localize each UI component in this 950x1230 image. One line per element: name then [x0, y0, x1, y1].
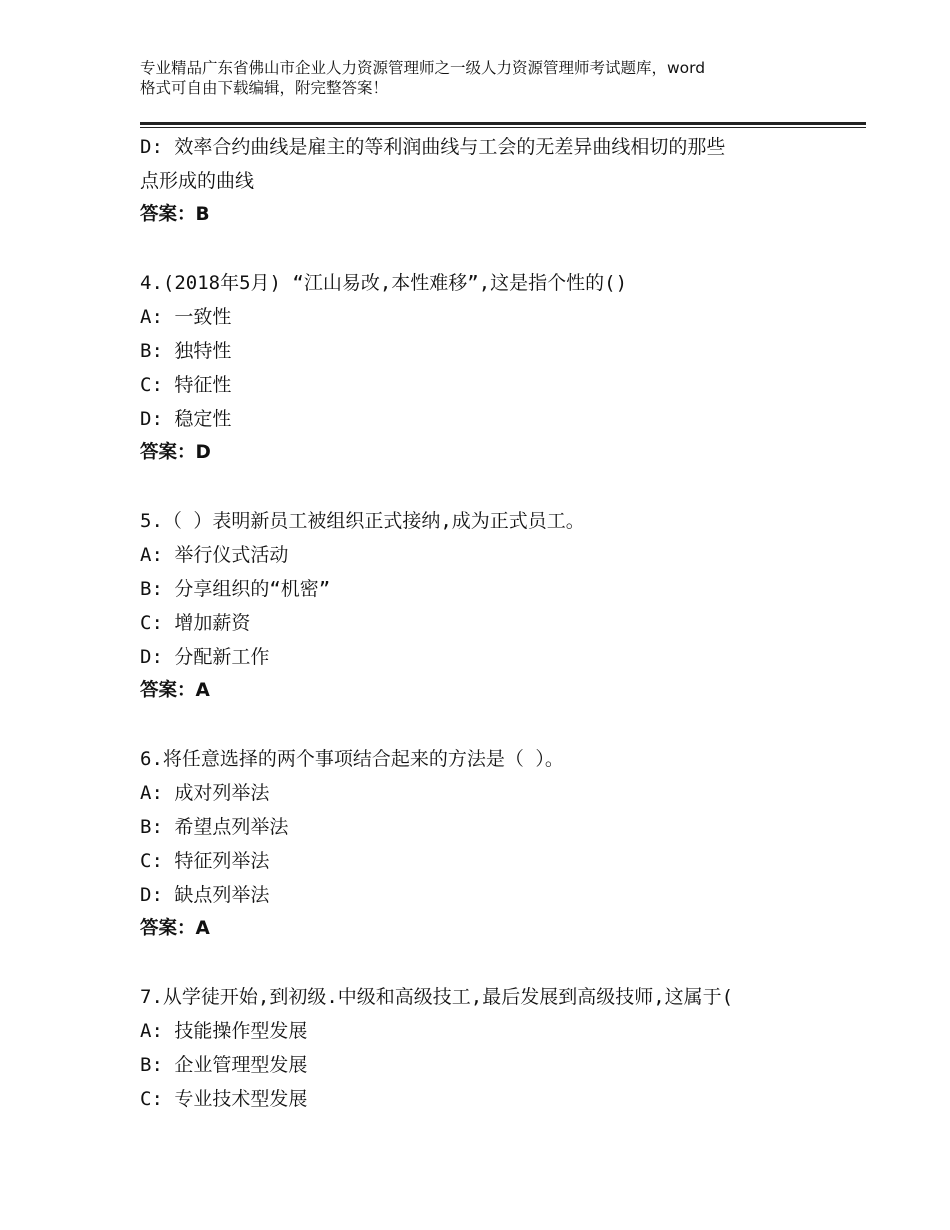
- option-b: B: 独特性: [140, 340, 232, 362]
- question-5: [140, 504, 840, 708]
- option-b: B: 希望点列举法: [140, 816, 289, 838]
- option-d: D: 效率合约曲线是雇主的等利润曲线与工会的无差异曲线相切的那些: [140, 136, 726, 158]
- option-b: B: 企业管理型发展: [140, 1054, 308, 1076]
- question-stem: 5.（ ）表明新员工被组织正式接纳,成为正式员工。: [140, 510, 585, 532]
- header-line-1: 专业精品广东省佛山市企业人力资源管理师之一级人力资源管理师考试题库，word: [140, 59, 706, 77]
- option-a: A: 一致性: [140, 306, 232, 328]
- option-d: D: 分配新工作: [140, 646, 270, 668]
- header-line-2: 格式可自由下载编辑，附完整答案！: [140, 79, 389, 97]
- option-c: C: 特征性: [140, 374, 232, 396]
- option-a: A: 成对列举法: [140, 782, 270, 804]
- answer: 答案：A: [140, 680, 210, 701]
- option-a: A: 技能操作型发展: [140, 1020, 308, 1042]
- answer: 答案：A: [140, 918, 210, 939]
- answer: 答案：D: [140, 442, 211, 463]
- header-rule-thin: [140, 127, 866, 128]
- document-header: [140, 58, 820, 98]
- question-stem: 4.(2018年5月) “江山易改,本性难移”,这是指个性的(): [140, 272, 628, 294]
- answer: 答案：B: [140, 204, 210, 225]
- question-stem: 7.从学徒开始,到初级.中级和高级技工,最后发展到高级技师,这属于(: [140, 986, 734, 1008]
- option-c: C: 特征列举法: [140, 850, 270, 872]
- option-d-continued: 点形成的曲线: [140, 170, 255, 192]
- question-6: [140, 742, 840, 946]
- option-b: B: 分享组织的“机密”: [140, 578, 331, 600]
- question-list: [140, 130, 840, 1116]
- question-stem: 6.将任意选择的两个事项结合起来的方法是（ ）。: [140, 748, 564, 770]
- option-d: D: 稳定性: [140, 408, 232, 430]
- header-rule-thick: [140, 122, 866, 125]
- option-a: A: 举行仪式活动: [140, 544, 289, 566]
- question-3-partial: [140, 130, 840, 232]
- option-d: D: 缺点列举法: [140, 884, 270, 906]
- question-7: [140, 980, 840, 1116]
- question-4: [140, 266, 840, 470]
- option-c: C: 增加薪资: [140, 612, 251, 634]
- option-c: C: 专业技术型发展: [140, 1088, 308, 1110]
